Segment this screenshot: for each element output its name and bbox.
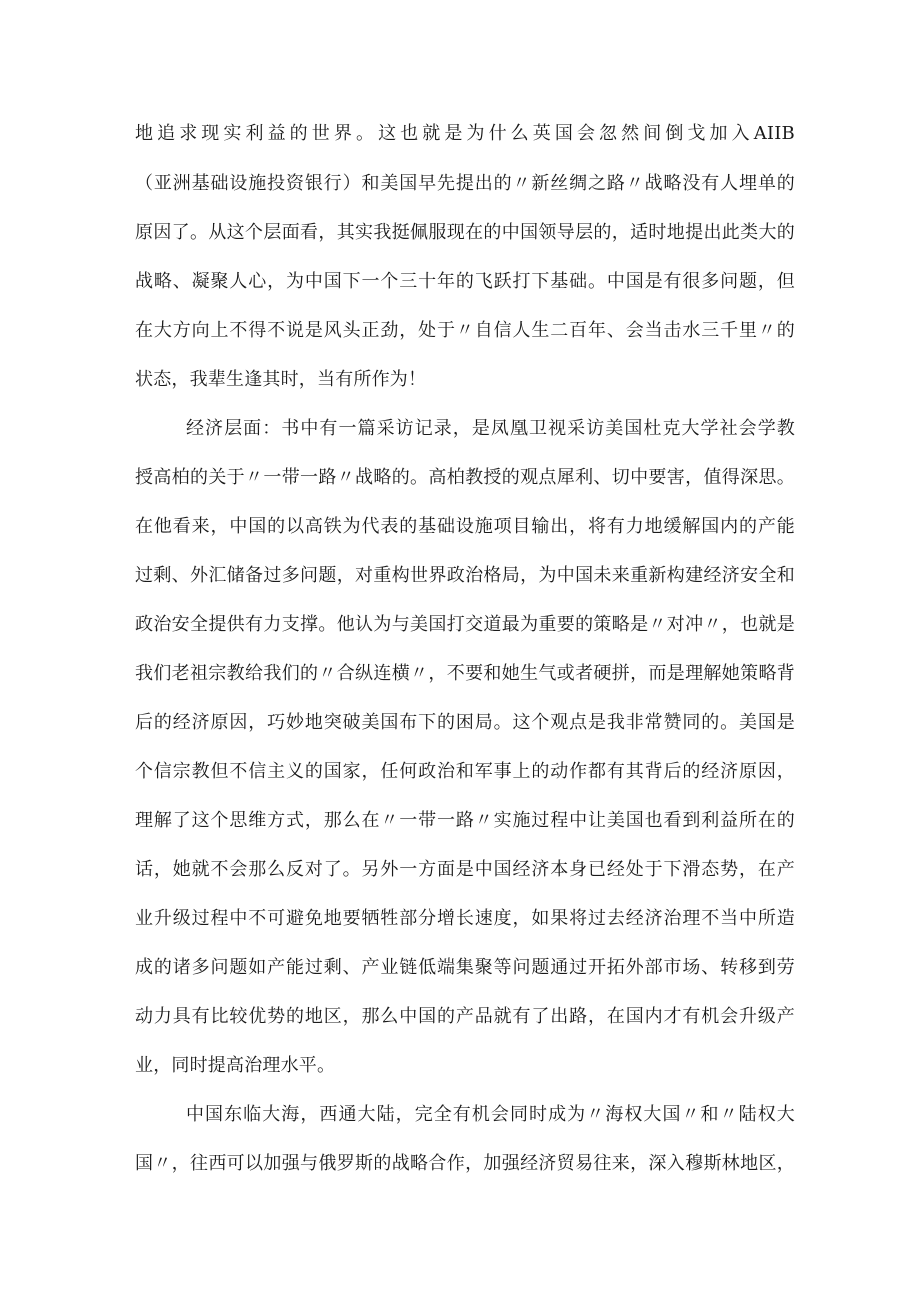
text-line-14: 个信宗教但不信主义的国家，任何政治和军事上的动作都有其背后的经济原因， (135, 761, 795, 782)
text-line-6: 状态，我辈生逢其时，当有所作为！ (135, 369, 427, 390)
text-line-11: 政治安全提供有力支撑。他认为与美国打交道最为重要的策略是〃对冲〃，也就是 (135, 614, 795, 635)
text-line-1: 地追求现实利益的世界。这也就是为什么英国会忽然间倒戈加入AIIB (135, 123, 795, 144)
text-line-17: 业升级过程中不可避免地要牺牲部分增长速度，如果将过去经济治理不当中所造 (135, 908, 795, 929)
text-line-20: 业，同时提高治理水平。 (135, 1055, 336, 1076)
text-line-21: 中国东临大海，西通大陆，完全有机会同时成为〃海权大国〃和〃陆权大 (186, 1104, 795, 1125)
text-line-19: 动力具有比较优势的地区，那么中国的产品就有了出路，在国内才有机会升级产 (135, 1006, 795, 1027)
text-line-9: 在他看来，中国的以高铁为代表的基础设施项目输出，将有力地缓解国内的产能 (135, 516, 795, 537)
text-line-16: 话，她就不会那么反对了。另外一方面是中国经济本身已经处于下滑态势，在产 (135, 859, 795, 880)
text-line-3: 原因了。从这个层面看，其实我挺佩服现在的中国领导层的，适时地提出此类大的 (135, 222, 795, 243)
text-line-8: 授高柏的关于〃一带一路〃战略的。高柏教授的观点犀利、切中要害，值得深思。 (135, 467, 795, 488)
text-line-2: （亚洲基础设施投资银行）和美国早先提出的〃新丝绸之路〃战略没有人埋单的 (135, 173, 795, 194)
text-line-5: 在大方向上不得不说是风头正劲，处于〃自信人生二百年、会当击水三千里〃的 (135, 320, 795, 341)
text-line-4: 战略、凝聚人心，为中国下一个三十年的飞跃打下基础。中国是有很多问题，但 (135, 271, 795, 292)
text-line-15: 理解了这个思维方式，那么在〃一带一路〃实施过程中让美国也看到利益所在的 (135, 810, 795, 831)
text-line-7: 经济层面：书中有一篇采访记录，是凤凰卫视采访美国杜克大学社会学教 (186, 418, 795, 439)
text-line-22: 国〃，往西可以加强与俄罗斯的战略合作，加强经济贸易往来，深入穆斯林地区， (135, 1153, 795, 1174)
text-line-18: 成的诸多问题如产能过剩、产业链低端集聚等问题通过开拓外部市场、转移到劳 (135, 957, 795, 978)
text-line-10: 过剩、外汇储备过多问题，对重构世界政治格局，为中国未来重新构建经济安全和 (135, 565, 795, 586)
text-line-13: 后的经济原因，巧妙地突破美国布下的困局。这个观点是我非常赞同的。美国是 (135, 712, 795, 733)
text-line-12: 我们老祖宗教给我们的〃合纵连横〃，不要和她生气或者硬拼，而是理解她策略背 (135, 663, 795, 684)
